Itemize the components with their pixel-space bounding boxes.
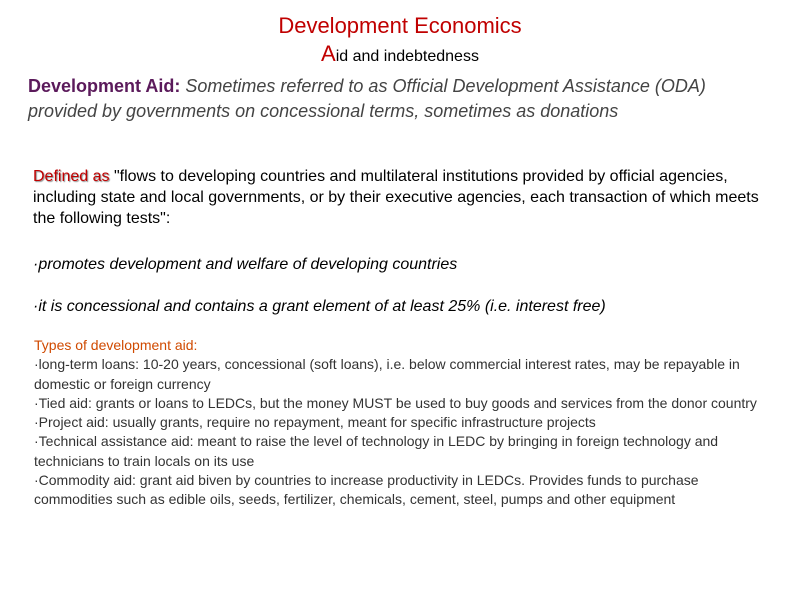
aid-type-item: ·Technical assistance aid: meant to raise the level of technology in LEDC by bringing in foreign technology and technicians to train locals on its use: [34, 433, 719, 469]
aid-type-item: ·long-term loans: 10-20 years, concessional (soft loans), i.e. below commercial interest rates, may be repayable in domestic or foreign currency: [34, 356, 740, 392]
intro-paragraph: [28, 74, 778, 124]
aid-types-section: [34, 336, 774, 510]
aid-type-item: ·Project aid: usually grants, require no repayment, meant for specific infrastructure projects: [34, 414, 596, 431]
definition-text: "flows to developing countries and multilateral institutions provided by official agencies, including state and local governments, or by their executive agencies, each transaction of which meets the following tests":: [33, 168, 759, 227]
definition-paragraph: [33, 166, 773, 229]
aid-type-item: ·Tied aid: grants or loans to LEDCs, but the money MUST be used to buy goods and services from the donor country: [34, 394, 757, 411]
intro-text: Sometimes referred to as Official Development Assistance (ODA) provided by governments on concessional terms, sometimes as donations: [28, 76, 706, 121]
intro-lead: Development Aid:: [28, 76, 181, 96]
test-item-2: ·it is concessional and contains a grant element of at least 25% (i.e. interest free): [33, 298, 606, 315]
subtitle-rest: id and indebtedness: [335, 48, 479, 65]
subtitle-initial: A: [321, 41, 336, 66]
aid-types-heading: Types of development aid:: [34, 337, 198, 353]
page-subtitle: [0, 40, 800, 71]
aid-type-item: ·Commodity aid: grant aid biven by countries to increase productivity in LEDCs. Provides funds to purchase commodities such as edible oils, seeds, fertilizer, chemicals, cement, steel, pumps and other equipment: [34, 472, 699, 508]
test-item-1: ·promotes development and welfare of developing countries: [33, 256, 458, 273]
definition-lead: Defined as: [33, 168, 110, 185]
page-title: Development Economics: [278, 13, 522, 38]
